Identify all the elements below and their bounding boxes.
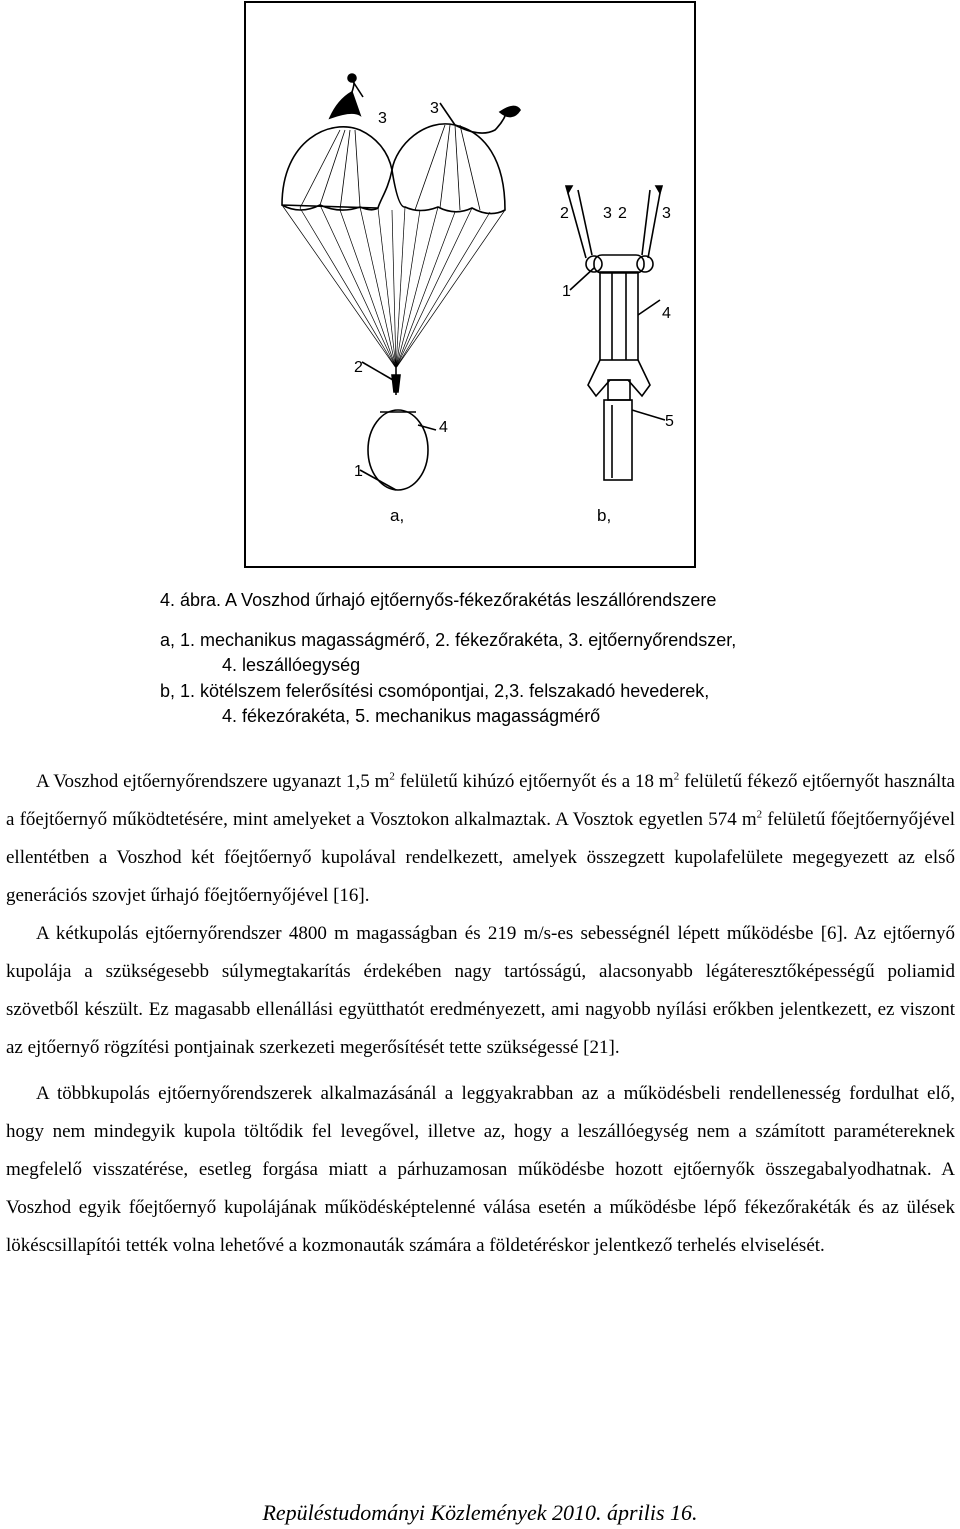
label-b-2-a: 2	[560, 205, 569, 222]
label-a-1: 1	[354, 463, 363, 480]
caption-line: 4. leszállóegység	[222, 655, 361, 675]
label-b-3-a: 3	[603, 205, 612, 222]
label-a-3-left: 3	[378, 110, 387, 127]
label-b-5: 5	[665, 413, 674, 430]
caption-line: b, 1. kötélszem felerősítési csomópontjai, 2,3. felszakadó hevederek,	[160, 681, 710, 701]
label-a-2: 2	[354, 359, 363, 376]
figure-sublabel-a: a,	[390, 506, 405, 525]
figure-drawing	[0, 0, 960, 570]
caption-line: 4. fékezórakéta, 5. mechanikus magasságmérő	[222, 706, 601, 726]
paragraph-3: A többkupolás ejtőernyőrendszerek alkalmazásánál a leggyakrabban az a működésbeli rendellenesség fordulhat elő, hogy nem mindegyik kupola töltődik fel levegővel, illetve az, hogy a leszállóegység nem a számított paramétereknek megfelelő visszatérése, esetleg forgása miatt a párhuzamosan működésbe hozott ejtőernyők összegabalyodhatnak. A Voszhod egyik főejtőernyő kupolájának működésképtelenné válása esetén a működésbe lépő fékezőrakéták és az ülések lökéscsillapítói tették volna lehetővé a kozmonauták számára a földetéréskor jelentkező terhelés elviselését.	[6, 1083, 955, 1256]
label-b-1: 1	[562, 283, 571, 300]
paragraph-1: A Voszhod ejtőernyőrendszere ugyanazt 1,5 $m^2$ felületű kihúzó ejtőernyőt és a 18 $m^2$ felületű fékező ejtőernyőt használta a főejtőernyő működtetésére, mint amelyeket a Vosztokon alkalmaztak. A Vosztok egyetlen 574 $m^2$ felületű főejtőernyőjével ellentétben a Voszhod két főejtőernyő kupolával rendelkezett, amelyek összegzett kupolafelülete megegyezett az első generációs szovjet űrhajó főejtőernyőjével [16].	[6, 770, 955, 906]
caption-line: a, 1. mechanikus magasságmérő, 2. fékezőrakéta, 3. ejtőernyőrendszer,	[160, 630, 737, 650]
rocket-assembly	[566, 186, 665, 480]
label-b-3-b: 3	[662, 205, 671, 222]
caption-title: 4. ábra. A Voszhod űrhajó ejtőernyős-fékezőrakétás leszállórendszere	[160, 590, 717, 610]
label-a-4: 4	[439, 419, 448, 436]
canopy-left	[282, 127, 392, 210]
body-text	[6, 763, 955, 1265]
label-b-2-b: 2	[618, 205, 627, 222]
paragraph-2: A kétkupolás ejtőernyőrendszer 4800 m magasságban és 219 m/s-es sebességnél lépett működésbe [6]. Az ejtőernyő kupolája a szükségesebb súlymegtakarítás érdekében nagy tartósságú, alacsonyabb légáteresztőképességű poliamid szövetből készült. Ez magasabb ellenállási együtthatót eredményezett, ami nagyobb nyílási erőkben jelentkezett, ez viszont az ejtőernyő rögzítési pontjainak szerkezeti megerősítését tette szükségessé [21].	[6, 923, 955, 1058]
figure-sublabel-b: b,	[597, 506, 612, 525]
label-a-3-right: 3	[430, 100, 439, 117]
page-footer: Repüléstudományi Közlemények 2010. április 16.	[262, 1500, 698, 1525]
label-b-4: 4	[662, 305, 671, 322]
